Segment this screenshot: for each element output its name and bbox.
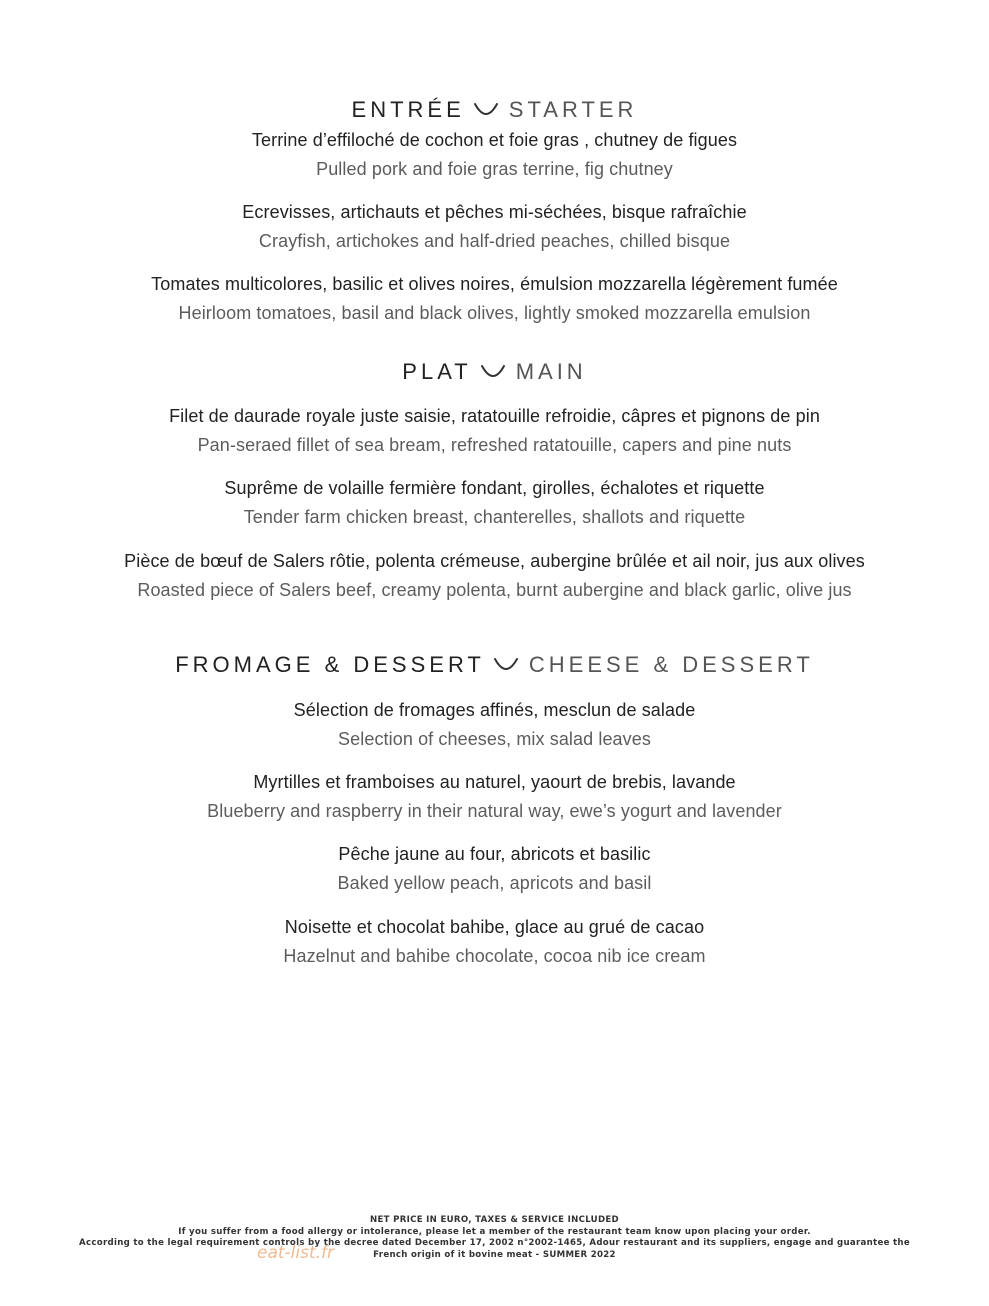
dish-name-fr: Myrtilles et framboises au naturel, yaourt de brebis, lavande [253, 772, 736, 792]
dish-item [0, 913, 989, 971]
section-title-en: STARTER [508, 97, 638, 122]
dish-name-en: Tender farm chicken breast, chanterelles, shallots and riquette [243, 507, 746, 527]
dish-name-en: Hazelnut and bahibe chocolate, cocoa nib ice cream [283, 946, 706, 966]
dish-item [0, 402, 989, 460]
dish-name-en: Roasted piece of Salers beef, creamy polenta, burnt aubergine and black garlic, olive jus [137, 580, 852, 600]
watermark-text: eat-list.fr [257, 1243, 335, 1263]
dish-name-en: Pulled pork and foie gras terrine, fig chutney [316, 159, 673, 179]
smile-divider-icon [480, 364, 506, 380]
dish-name-fr: Suprême de volaille fermière fondant, girolles, échalotes et riquette [224, 478, 765, 498]
dish-name-fr: Filet de daurade royale juste saisie, ratatouille refroidie, câpres et pignons de pin [169, 406, 820, 426]
section-title-en: CHEESE & DESSERT [528, 652, 814, 677]
footer-origin-note: French origin of it bovine meat - SUMMER 2022 [373, 1249, 616, 1260]
dish-item [0, 547, 989, 605]
footer-allergy-note: If you suffer from a food allergy or intolerance, please let a member of the restaurant team know upon placing your order. [178, 1226, 811, 1237]
dish-item [0, 840, 989, 898]
dish-name-fr: Pièce de bœuf de Salers rôtie, polenta crémeuse, aubergine brûlée et ail noir, jus aux olives [124, 551, 865, 571]
dish-name-en: Heirloom tomatoes, basil and black olives, lightly smoked mozzarella emulsion [178, 303, 811, 323]
dish-item [0, 768, 989, 826]
smile-divider-icon [473, 102, 499, 118]
section-title-plat [0, 359, 989, 385]
dish-name-en: Crayfish, artichokes and half-dried peaches, chilled bisque [258, 231, 731, 251]
section-title-fr: FROMAGE & DESSERT [175, 652, 485, 677]
dish-name-en: Pan-seraed fillet of sea bream, refreshed ratatouille, capers and pine nuts [197, 435, 792, 455]
dish-name-fr: Terrine d’effiloché de cochon et foie gras , chutney de figues [251, 130, 738, 150]
dish-item [0, 126, 989, 184]
section-title-entree [0, 97, 989, 123]
section-title-fr: ENTRÉE [351, 97, 465, 122]
dish-name-fr: Ecrevisses, artichauts et pêches mi-séchées, bisque rafraîchie [242, 202, 747, 222]
dish-item [0, 474, 989, 532]
footer-price-note: NET PRICE IN EURO, TAXES & SERVICE INCLUDED [369, 1215, 619, 1225]
dish-item [0, 696, 989, 754]
dish-name-fr: Sélection de fromages affinés, mesclun de salade [293, 700, 696, 720]
section-title-dessert [0, 652, 989, 678]
dish-name-fr: Noisette et chocolat bahibe, glace au grué de cacao [284, 917, 705, 937]
smile-divider-icon [493, 657, 519, 673]
dish-name-fr: Tomates multicolores, basilic et olives noires, émulsion mozzarella légèrement fumée [151, 274, 838, 294]
dish-name-en: Blueberry and raspberry in their natural way, ewe’s yogurt and lavender [207, 801, 782, 821]
section-title-fr: PLAT [402, 359, 472, 384]
watermark-logo [255, 1236, 375, 1266]
footer-legal-note: According to the legal requirement controls by the decree dated December 17, 2002 n°2002-1465, Adour restaurant and its suppliers, engage and guarantee the [79, 1238, 910, 1248]
dish-name-en: Baked yellow peach, apricots and basil [337, 873, 652, 893]
legal-footer [0, 1215, 989, 1261]
dish-name-fr: Pêche jaune au four, abricots et basilic [338, 844, 651, 864]
section-title-en: MAIN [515, 359, 587, 384]
dish-item [0, 198, 989, 256]
dish-item [0, 270, 989, 328]
dish-name-en: Selection of cheeses, mix salad leaves [338, 729, 651, 749]
